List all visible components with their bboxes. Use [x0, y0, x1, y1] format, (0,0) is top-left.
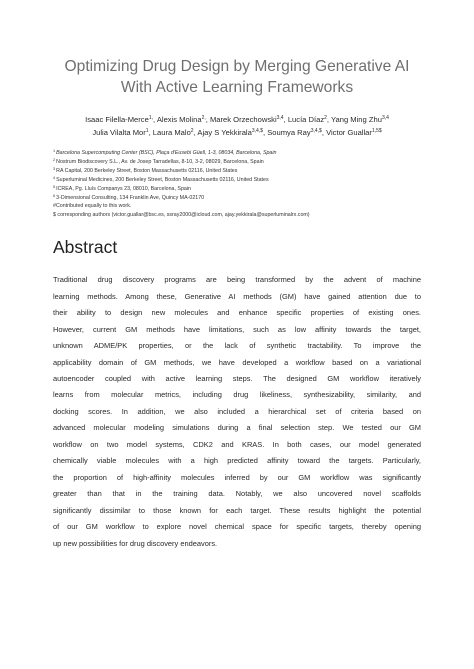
- title-line: With Active Learning Frameworks: [120, 79, 354, 96]
- affiliation-text: Barcelona Supercomputing Center (BSC), Plaça d'Eusebi Güell, 1-3, 08034, Barcelona, Spain: [56, 150, 277, 156]
- affiliation-list: [53, 149, 421, 220]
- author-affiliation-mark: 1: [145, 127, 149, 134]
- author: [331, 115, 389, 124]
- abstract-line: Traditional drug discovery programs are being transformed by the advent of machine: [53, 275, 421, 285]
- author: [197, 128, 263, 137]
- author: [85, 115, 153, 124]
- affiliation-text: 3-Dimensional Consulting, 134 Franklin Ave, Quincy MA-02170: [56, 194, 205, 201]
- author-affiliation-mark: 3,4,$: [251, 127, 263, 134]
- author: [288, 115, 327, 124]
- author-name: Yang Ming Zhu: [331, 115, 382, 124]
- author-affiliation-mark: 3,4: [381, 115, 389, 121]
- author-affiliation-mark: 2,: [201, 115, 206, 121]
- abstract-body: [53, 272, 421, 552]
- abstract-line: advanced molecular modeling simulations during a final selection step. We tested our GM: [53, 423, 421, 433]
- abstract-line: learning methods. Among these, Generative AI methods (GM) have gained attention due to: [53, 291, 421, 301]
- affiliation-item: [53, 185, 421, 194]
- abstract-line: their ability to design new molecules and enhance specific properties of existing ones.: [53, 308, 421, 318]
- affiliation-text: Superluminal Medicines, 200 Berkeley Street, Boston Massachusetts 02116, United States: [56, 176, 269, 183]
- affiliation-number: 3: [53, 166, 56, 171]
- abstract-line: the proportion of high-affinity molecules inferred by our GM workflow was significantly: [53, 472, 421, 482]
- affiliation-number: 4: [53, 175, 56, 180]
- author-name: Alexis Molina: [156, 115, 202, 124]
- abstract-heading: Abstract: [53, 237, 118, 258]
- author: [157, 115, 206, 124]
- author-line: Isaac Filella-Merce$^{1,}$, Alexis Molina$^{2,}$, Marek Orzechowski$^{3,4}$, Lucía Díaz$^2$, Yang Ming Zhu$^{3,4}$: [85, 115, 389, 124]
- abstract-line: chemically viable molecules with a high predicted affinity toward the targets. Particularly,: [53, 456, 421, 466]
- author-name: Laura Malo: [152, 127, 191, 137]
- affiliation-item: [53, 158, 421, 167]
- author-name: Isaac Filella-Merce: [85, 115, 149, 124]
- author: [92, 128, 148, 137]
- affiliation-text: ICREA, Pg. Lluís Companys 23, 08010, Barcelona, Spain: [56, 185, 191, 192]
- author: [326, 128, 382, 137]
- affiliation-item: [53, 211, 421, 220]
- affiliation-item: [53, 194, 421, 203]
- abstract-line: docking scores. In addition, we also included a hierarchical set of criteria based on: [53, 406, 421, 416]
- affiliation-item: [53, 202, 421, 211]
- abstract-line: However, current GM methods have limitations, such as low affinity towards the target,: [53, 324, 421, 334]
- author: [153, 128, 194, 137]
- affiliation-text: #Contributed equally to this work.: [53, 203, 132, 210]
- abstract-line: autoencoder coupled with active learning steps. The designed GM workflow iteratively: [53, 373, 421, 383]
- abstract-line: applicability domain of GM methods, we have developed a workflow based on a variational: [53, 357, 421, 367]
- abstract-line: workflow on two model systems, CDK2 and KRAS. In both cases, our model generated: [53, 439, 421, 449]
- affiliation-text: RA Capital, 200 Berkeley Street, Boston Massachusetts 02116, United States: [56, 167, 238, 174]
- affiliation-number: 5: [53, 184, 56, 189]
- author-affiliation-mark: 2: [324, 115, 327, 121]
- affiliation-number: 6: [53, 193, 56, 198]
- affiliation-text: $ corresponding authors (victor.guallar@bsc.es, ssray2000@icloud.com, ajay.yekkirala@superluminalrx.com): [53, 212, 310, 219]
- author-affiliation-mark: 3,4: [276, 115, 284, 121]
- author-name: Victor Guallar: [326, 127, 372, 137]
- affiliation-item: [53, 167, 421, 176]
- author: [210, 115, 284, 124]
- affiliation-item: [53, 149, 421, 158]
- title-line: Optimizing Drug Design by Merging Generative AI: [64, 58, 410, 75]
- abstract-line: unknown ADME/PK properties, or the lack of synthetic tractability. To improve the: [53, 341, 421, 351]
- abstract-line: significantly dissimilar to those known for each target. These results highlight the potential: [53, 505, 421, 515]
- abstract-line: learns from molecular metrics, including drug likeliness, synthesizability, similarity, and: [53, 390, 421, 400]
- affiliation-number: 2: [53, 157, 56, 162]
- author-name: Soumya Ray: [267, 127, 311, 137]
- abstract-line: of our GM workflow to explore novel chemical space for specific targets, thereby opening: [53, 522, 421, 532]
- abstract-line: greater than that in the training data. Notably, we also uncovered novel scaffolds: [53, 489, 421, 499]
- author-name: Lucía Díaz: [287, 115, 325, 124]
- author-affiliation-mark: 1,5$: [371, 127, 382, 134]
- author-name: Julia Vilalta Mor: [92, 127, 146, 137]
- affiliation-number: 1: [53, 149, 56, 153]
- author-name: Ajay S Yekkirala: [197, 127, 252, 137]
- author-affiliation-mark: 2: [190, 127, 194, 134]
- author-name: Marek Orzechowski: [209, 115, 277, 124]
- affiliation-text: Nostrum Biodiscovery S.L., Av. de Josep Tarradellas, 8-10, 3-2, 08029, Barcelona, Spain: [56, 158, 264, 165]
- author-list: [53, 114, 421, 139]
- affiliation-item: [53, 176, 421, 185]
- author-affiliation-mark: 3,4,$: [310, 127, 322, 134]
- abstract-line: up new possibilities for drug discovery endeavors.: [53, 538, 218, 548]
- paper-title: [53, 0, 421, 98]
- author-line: Julia Vilalta Mor$^1$, Laura Malo$^2$, Ajay S Yekkirala$^{3,4,\$}$, Soumya Ray$^{3,4,\$}$, Victor Guallar$^{1,5\$}$: [92, 127, 382, 137]
- author-affiliation-mark: 1,: [148, 115, 153, 121]
- author: [267, 128, 322, 137]
